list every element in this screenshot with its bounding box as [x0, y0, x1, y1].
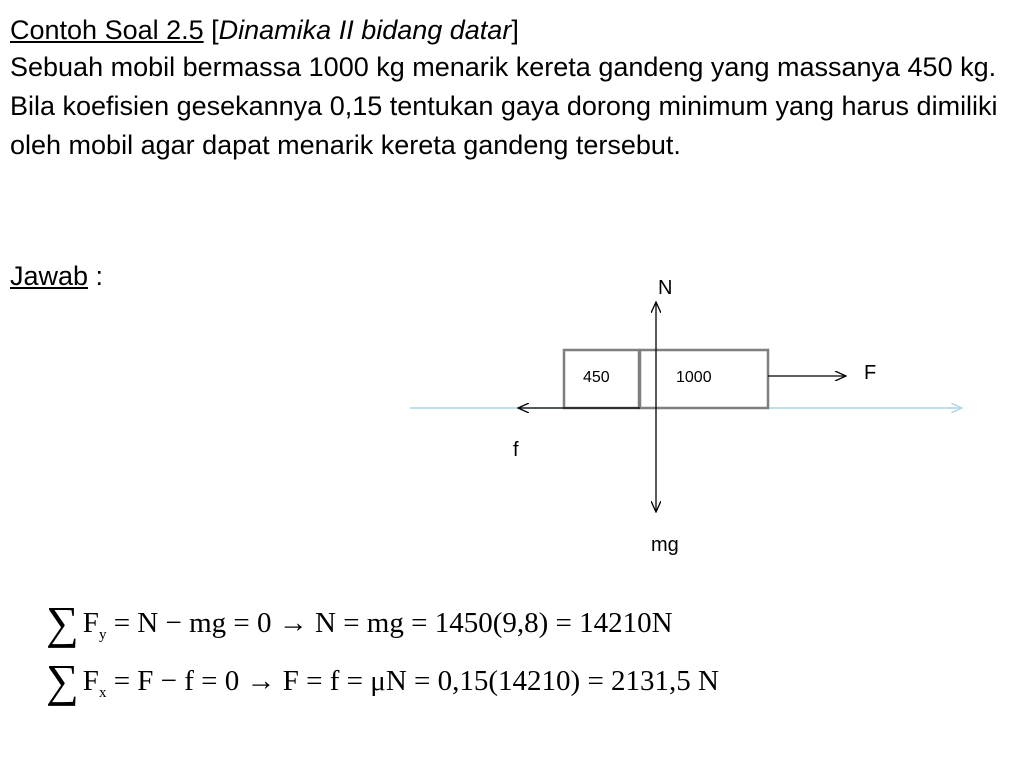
eq2-variable: F: [82, 665, 99, 697]
eq1-expression: = N − mg = 0 → N = mg = 1450(9,8) = 14210N: [106, 607, 673, 639]
bracket-close: ]: [511, 15, 519, 45]
answer-colon: :: [88, 261, 104, 291]
friction-label: f: [513, 439, 519, 461]
example-title: Contoh Soal 2.5: [10, 15, 204, 45]
normal-force-label: N: [658, 277, 673, 299]
sigma-symbol: ∑: [46, 597, 79, 648]
pull-force-label: F: [864, 362, 877, 384]
car-mass-label: 1000: [676, 369, 712, 386]
eq1-variable: F: [82, 607, 99, 639]
eq2-expression: = F − f = 0 → F = f = μN = 0,15(14210) = 2131,5 N: [106, 665, 719, 697]
eq1-subscript: y: [98, 626, 107, 643]
sigma-symbol: ∑: [46, 655, 79, 706]
equation-sum-fx: [46, 648, 719, 706]
trailer-mass-label: 450: [583, 369, 610, 386]
weight-label: mg: [651, 534, 679, 556]
example-topic: Dinamika II bidang datar: [218, 15, 512, 45]
equation-sum-fy: [46, 590, 673, 648]
problem-statement: Sebuah mobil bermassa 1000 kg menarik kereta gandeng yang massanya 450 kg. Bila koefisien gesekannya 0,15 tentukan gaya dorong minimum yang harus dimiliki oleh mobil agar dapat menarik kereta gandeng tersebut.: [10, 52, 998, 160]
answer-label: Jawab: [10, 261, 89, 291]
eq2-subscript: x: [98, 684, 107, 701]
bracket-open: [: [203, 15, 219, 45]
